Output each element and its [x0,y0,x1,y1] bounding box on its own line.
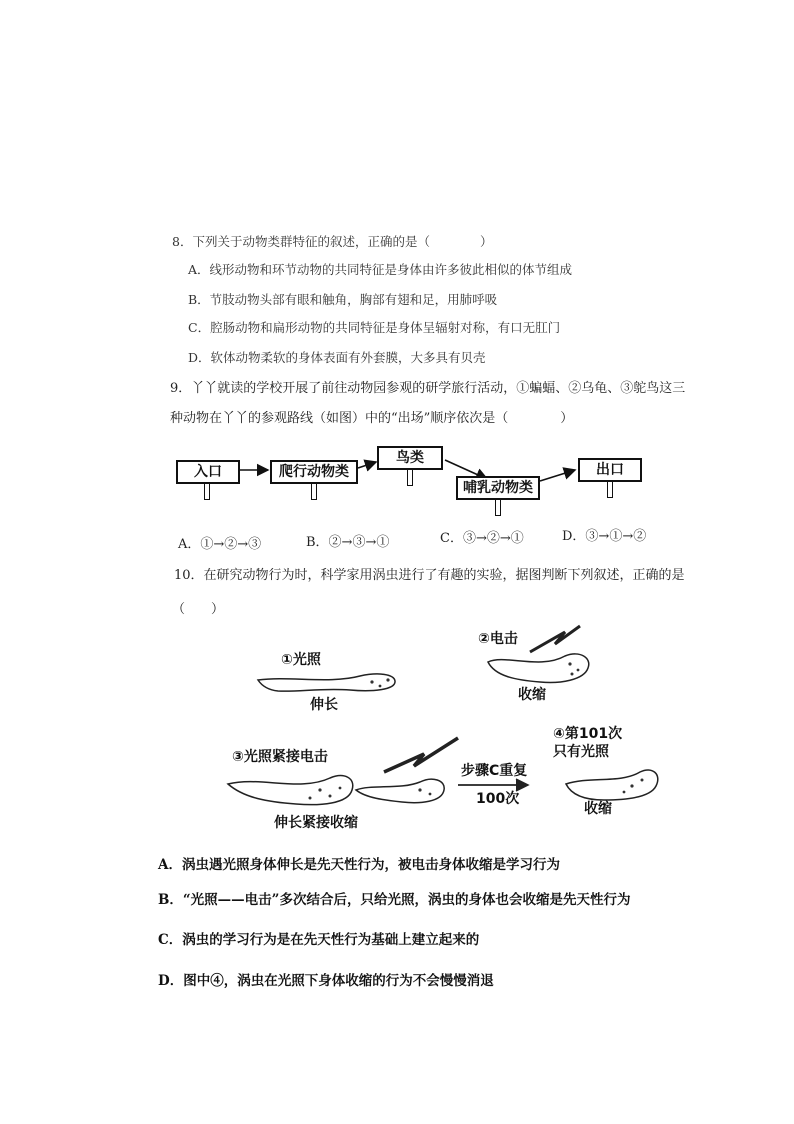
repeat-arrow-head-icon [516,779,528,791]
step3-caption: 伸长紧接收缩 [274,815,358,831]
arrow-top-label: 步骤C重复 [461,763,528,779]
planarian-extended-1 [258,674,395,691]
q8-option-b: B．节肢动物头部有眼和触角，胸部有翅和足，用肺呼吸 [188,292,498,307]
step1-label: ①光照 [281,652,321,668]
q10-stem: 10．在研究动物行为时，科学家用涡虫进行了有趣的实验，据图判断下列叙述，正确的是 [174,568,685,583]
q8-stem: 8．下列关于动物类群特征的叙述，正确的是（ ） [172,234,493,249]
q9-stem-line2: 种动物在丫丫的参观路线（如图）中的“出场”顺序依次是（ ） [170,411,574,426]
step2-caption: 收缩 [518,687,546,703]
planarian-extended-3 [228,776,353,805]
step4-label-line2: 只有光照 [553,744,609,760]
q10-option-b: B．“光照——电击”多次结合后，只给光照，涡虫的身体也会收缩是先天性行为 [158,892,631,908]
q9-option-b: B．②→③→① [306,535,390,550]
q8-option-d: D．软体动物柔软的身体表面有外套膜，大多具有贝壳 [188,350,486,365]
step4-caption: 收缩 [584,801,612,817]
q10-option-c: C．涡虫的学习行为是在先天性行为基础上建立起来的 [158,932,480,948]
step2-label: ②电击 [478,631,518,647]
q9-option-c: C．③→②→① [440,531,524,546]
step4-label-line1: ④第101次 [553,726,623,742]
route-exit-sign: 出口 [578,458,642,482]
lightning-bolt-icon-3 [384,738,458,772]
q9-option-a: A．①→②→③ [178,537,262,552]
route-bird-sign: 鸟类 [377,446,443,470]
route-mammal-sign: 哺乳动物类 [456,476,540,500]
q10-option-d: D．图中④，涡虫在光照下身体收缩的行为不会慢慢消退 [158,973,494,989]
arrow-bottom-label: 100次 [476,791,520,807]
planarian-contracted-2 [488,654,589,683]
q9-option-d: D．③→①→② [562,529,647,544]
route-entrance-sign: 入口 [176,460,240,484]
q10-blank: （ ） [172,602,225,617]
lightning-bolt-icon-2 [530,626,580,652]
step1-caption: 伸长 [310,697,338,713]
planarian-contracted-3 [356,779,444,802]
planarian-contracted-4 [566,770,658,800]
q9-stem-line1: 9．丫丫就读的学校开展了前往动物园参观的研学旅行活动，①蝙蝠、②乌龟、③鸵鸟这三 [170,381,686,396]
q8-option-a: A．线形动物和环节动物的共同特征是身体由许多彼此相似的体节组成 [188,262,573,277]
step3-label: ③光照紧接电击 [232,749,328,765]
q8-option-c: C．腔肠动物和扁形动物的共同特征是身体呈辐射对称，有口无肛门 [188,320,561,335]
route-reptile-sign: 爬行动物类 [270,460,358,484]
q10-option-a: A．涡虫遇光照身体伸长是先天性行为，被电击身体收缩是学习行为 [158,857,560,873]
